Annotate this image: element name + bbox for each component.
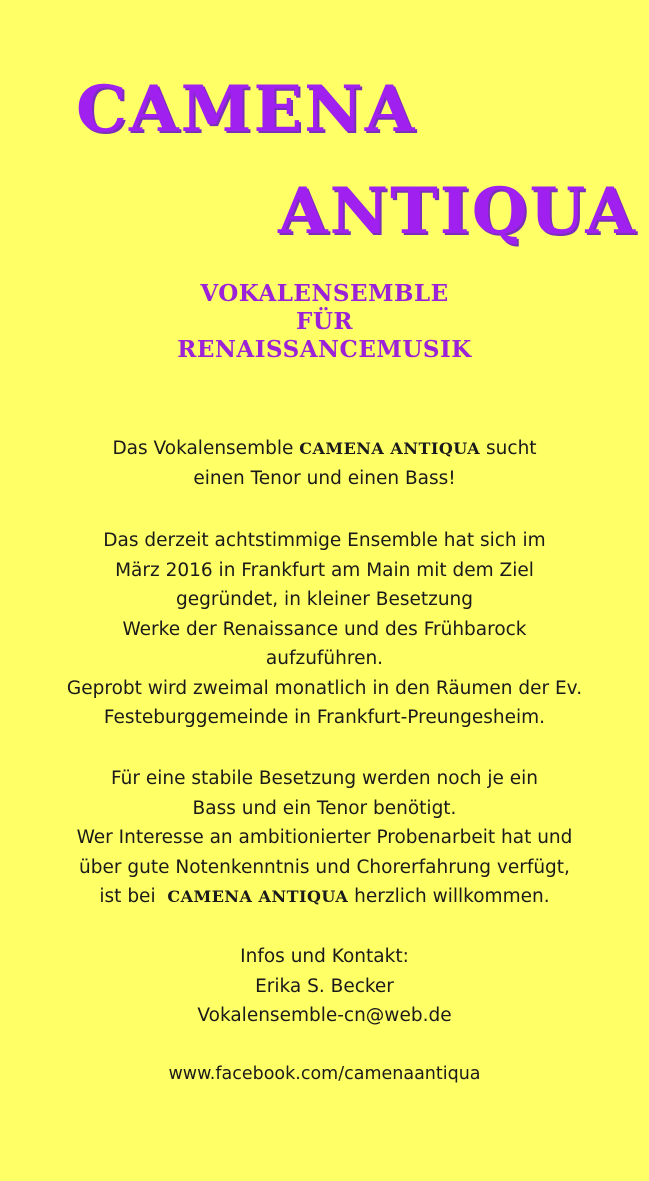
about-line: Festeburggemeinde in Frankfurt-Preungesheim. [103,707,546,728]
contact-email[interactable]: Vokalensemble-cn@web.de [197,1005,452,1026]
call-paragraph [0,764,649,912]
about-line: Geprobt wird zweimal monatlich in den Räumen der Ev. [66,677,583,699]
subtitle [0,280,649,364]
call-text-after: herzlich willkommen. [348,886,550,907]
about-line: aufzuführen. [265,648,384,669]
about-line: Das derzeit achtstimmige Ensemble hat sich im [103,530,546,551]
ensemble-name: CAMENA ANTIQUA [167,887,349,906]
subtitle-line-1: VOKALENSEMBLE [200,280,449,307]
intro-line-2: einen Tenor und einen Bass! [193,467,456,489]
subtitle-line-2: FÜR [295,308,353,335]
facebook-link[interactable]: www.facebook.com/camenaantiqua [168,1064,481,1084]
call-line: über gute Notenkenntnis und Chorerfahrung verfügt, [79,856,570,878]
intro-text-after: sucht [480,438,537,459]
title-antiqua: ANTIQUA [278,174,637,249]
call-line: Für eine stabile Besetzung werden noch je ein [111,768,538,789]
subtitle-line-3: RENAISSANCEMUSIK [177,336,472,363]
call-line-last [0,882,649,912]
call-line: Bass und ein Tenor benötigt. [192,797,457,819]
ensemble-name: CAMENA ANTIQUA [299,439,481,458]
about-line: März 2016 in Frankfurt am Main mit dem Ziel [115,559,534,581]
about-paragraph [0,526,649,733]
intro-text-before: Das Vokalensemble [112,438,300,459]
about-line: Werke der Renaissance und des Frühbarock [122,618,527,640]
call-line: Wer Interesse an ambitionierter Probenarbeit hat und [76,827,573,848]
intro-paragraph [0,434,649,493]
contact-person: Erika S. Becker [255,975,394,997]
call-text-before: ist bei [99,886,168,907]
contact-heading: Infos und Kontakt: [240,946,409,967]
contact-block [0,942,649,1031]
about-line: gegründet, in kleiner Besetzung [175,589,474,610]
intro-line-1 [0,434,649,464]
title-camena: CAMENA [76,72,417,147]
